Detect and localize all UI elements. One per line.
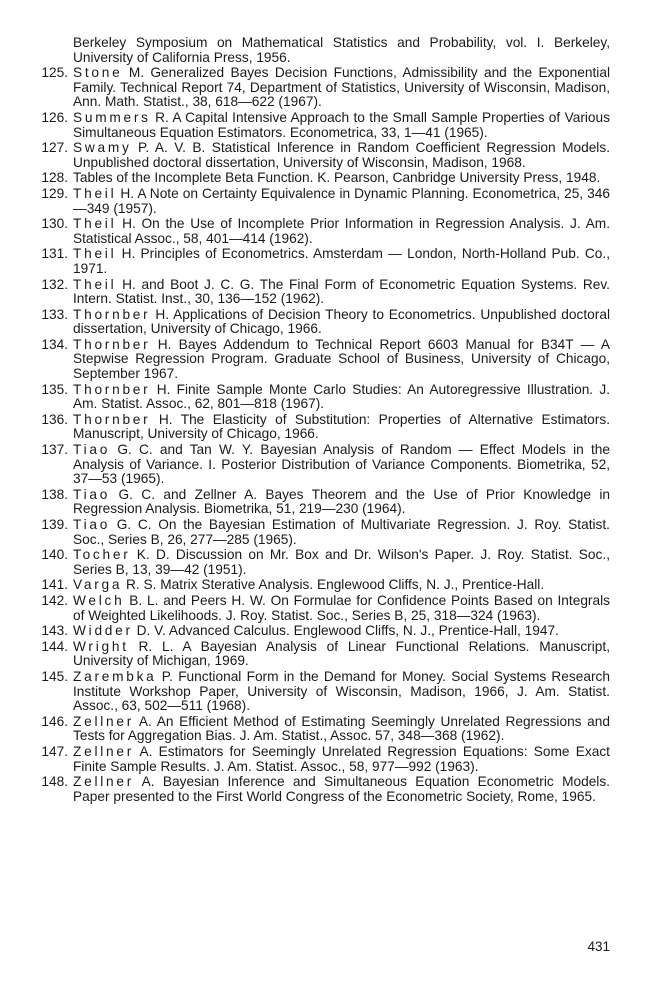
reference-author: Zellner: [73, 743, 135, 759]
page-number: 431: [587, 939, 610, 954]
reference-number: 144.: [41, 638, 68, 654]
reference-body: [73, 66, 610, 110]
reference-body: [73, 548, 610, 577]
reference-entry: [24, 578, 610, 593]
reference-entry: [24, 548, 610, 577]
reference-body: [73, 217, 610, 246]
reference-body: [73, 187, 610, 216]
reference-author: Tiao: [73, 442, 111, 458]
reference-text: H. and Boot J. C. G. The Final Form of Econometric Equation Systems. Rev. Intern. Statist. Inst., 30, 136—152 (1962).: [73, 276, 610, 307]
reference-number: 140.: [41, 547, 68, 563]
reference-number: 134.: [41, 336, 68, 352]
reference-number: 127.: [41, 140, 68, 156]
reference-number: 137.: [41, 442, 68, 458]
reference-text: G. C. and Zellner A. Bayes Theorem and the Use of Prior Knowledge in Regression Analysis. Biometrika, 51, 219—230 (1964).: [73, 486, 610, 517]
reference-author: Wright: [73, 638, 129, 654]
reference-number: 133.: [41, 306, 68, 322]
reference-number: 125.: [41, 65, 68, 81]
reference-text: Berkeley Symposium on Mathematical Statistics and Probability, vol. I. Berkeley, University of California Press, 1956.: [73, 35, 610, 65]
reference-body: [73, 594, 610, 623]
reference-text: H. Principles of Econometrics. Amsterdam — London, North-Holland Pub. Co., 1971.: [73, 246, 611, 276]
reference-author: Theil: [73, 216, 117, 232]
reference-entry: [24, 247, 610, 276]
reference-author: Thornber: [73, 336, 151, 352]
reference-body: [73, 308, 610, 337]
reference-body: [73, 247, 610, 276]
reference-body: [73, 640, 610, 669]
reference-text: H. Applications of Decision Theory to Econometrics. Unpublished doctoral dissertation, University of Chicago, 1966.: [73, 306, 611, 337]
reference-entry: [24, 111, 610, 140]
reference-body: [73, 578, 610, 593]
reference-text: B. L. and Peers H. W. On Formulae for Confidence Points Based on Integrals of Weighted Likelihoods. J. Roy. Statist. Soc., Series B, 25, 318—324 (1963).: [73, 592, 610, 623]
reference-text: H. A Note on Certainty Equivalence in Dynamic Planning. Econometrica, 25, 346—349 (1957).: [73, 185, 610, 216]
reference-body: [73, 745, 610, 774]
reference-text: R. S. Matrix Sterative Analysis. Englewood Cliffs, N. J., Prentice-Hall.: [126, 577, 545, 593]
reference-text: D. V. Advanced Calculus. Englewood Cliffs, N. J., Prentice-Hall, 1947.: [136, 623, 559, 639]
reference-text: K. D. Discussion on Mr. Box and Dr. Wilson's Paper. J. Roy. Statist. Soc., Series B, 13, 39—42 (1951).: [73, 547, 610, 577]
reference-entry: [24, 171, 610, 186]
reference-body: [73, 443, 610, 487]
reference-entry: [24, 36, 610, 65]
reference-author: Varga: [73, 577, 123, 593]
reference-body: [73, 715, 610, 744]
reference-body: [73, 518, 610, 547]
reference-text: R. L. A Bayesian Analysis of Linear Functional Relations. Manuscript, University of Michigan, 1969.: [73, 638, 610, 669]
reference-entry: [24, 594, 610, 623]
reference-author: Thornber: [73, 381, 151, 397]
reference-body: [73, 775, 610, 804]
reference-author: Welch: [73, 592, 125, 608]
reference-number: 147.: [41, 743, 68, 759]
reference-author: Tiao: [73, 517, 111, 532]
reference-text: H. Finite Sample Monte Carlo Studies: An Autoregressive Illustration. J. Am. Statist. Assoc., 62, 801—818 (1967).: [73, 381, 610, 412]
reference-number: 126.: [41, 109, 68, 125]
reference-number: 135.: [41, 381, 68, 397]
reference-entry: [24, 775, 610, 804]
reference-author: Theil: [73, 246, 117, 262]
reference-author: Zellner: [73, 774, 135, 790]
reference-text: A. Bayesian Inference and Simultaneous Equation Econometric Models. Paper presented to the First World Congress of the Econometric Society, Rome, 1965.: [73, 774, 610, 804]
reference-text: H. The Elasticity of Substitution: Properties of Alternative Estimators. Manuscript, University of Chicago, 1966.: [73, 411, 610, 442]
reference-text: A. An Efficient Method of Estimating Seemingly Unrelated Regressions and Tests for Aggregation Bias. J. Am. Statist., Assoc. 57, 348—368 (1962).: [73, 713, 610, 744]
reference-text: G. C. and Tan W. Y. Bayesian Analysis of Random — Effect Models in the Analysis of Variance. I. Posterior Distribution of Variance Components. Biometrika, 52, 37—53 (1965).: [73, 442, 611, 487]
reference-number: 129.: [41, 185, 68, 201]
reference-author: Tiao: [73, 486, 111, 502]
reference-number: 132.: [41, 276, 68, 292]
reference-entry: [24, 187, 610, 216]
reference-body: [73, 171, 610, 186]
reference-entry: [24, 141, 610, 170]
reference-entry: [24, 640, 610, 669]
reference-number: 139.: [41, 517, 68, 532]
reference-entry: [24, 624, 610, 639]
reference-body: [73, 111, 610, 140]
reference-body: [73, 413, 610, 442]
reference-entry: [24, 443, 610, 487]
reference-text: H. On the Use of Incomplete Prior Information in Regression Analysis. J. Am. Statistical Assoc., 58, 401—414 (1962).: [73, 216, 610, 246]
reference-author: Theil: [73, 276, 117, 292]
reference-number: 146.: [41, 713, 68, 729]
reference-author: Stone: [73, 65, 123, 81]
reference-author: Widder: [73, 623, 133, 639]
reference-body: [73, 670, 610, 714]
reference-body: [73, 624, 610, 639]
reference-entry: [24, 278, 610, 307]
reference-author: Thornber: [73, 306, 151, 322]
reference-entry: [24, 413, 610, 442]
reference-entry: [24, 745, 610, 774]
reference-author: Thornber: [73, 411, 151, 427]
reference-entry: [24, 715, 610, 744]
reference-text: M. Generalized Bayes Decision Functions, Admissibility and the Exponential Family. Technical Report 74, Department of Statistics, University of Wisconsin, Madison, Ann. Math. Statist., 38, 618—622 (1967).: [73, 65, 610, 110]
reference-text: R. A Capital Intensive Approach to the Small Sample Properties of Various Simultaneous Equation Estimators. Econometrica, 33, 1—41 (1965).: [73, 109, 610, 140]
reference-body: [73, 36, 610, 65]
reference-body: [73, 278, 610, 307]
reference-author: Zarembka: [73, 668, 157, 684]
reference-number: 138.: [41, 486, 68, 502]
reference-author: Tocher: [73, 547, 131, 563]
reference-body: [73, 141, 610, 170]
reference-text: P. Functional Form in the Demand for Money. Social Systems Research Institute Workshop Paper, University of Wisconsin, Madison, 1966, J. Am. Statist. Assoc., 63, 502—511 (1968).: [73, 668, 611, 714]
reference-number: 142.: [41, 592, 68, 608]
reference-body: [73, 383, 610, 412]
reference-author: Swamy: [73, 140, 132, 156]
reference-text: P. A. V. B. Statistical Inference in Random Coefficient Regression Models. Unpublished doctoral dissertation, University of Wisconsin, Madison, 1968.: [73, 140, 610, 170]
reference-entry: [24, 383, 610, 412]
reference-entry: [24, 217, 610, 246]
reference-text: Tables of the Incomplete Beta Function. K. Pearson, Canbridge University Press, 1948.: [73, 170, 601, 186]
reference-author: Summers: [73, 109, 151, 125]
reference-number: 128.: [41, 170, 68, 186]
reference-text: A. Estimators for Seemingly Unrelated Regression Equations: Some Exact Finite Sample Results. J. Am. Statist. Assoc., 58, 977—992 (1963).: [73, 743, 610, 774]
reference-text: H. Bayes Addendum to Technical Report 6603 Manual for B34T — A Stepwise Regression Program. Graduate School of Business, University of Chicago, September 1967.: [73, 336, 610, 382]
reference-text: G. C. On the Bayesian Estimation of Multivariate Regression. J. Roy. Statist. Soc., Series B, 26, 277—285 (1965).: [73, 517, 610, 547]
reference-entry: [24, 338, 610, 382]
reference-number: 141.: [41, 577, 68, 593]
reference-number: 148.: [41, 774, 68, 790]
reference-body: [73, 338, 610, 382]
reference-entry: [24, 66, 610, 110]
reference-number: 130.: [41, 216, 68, 232]
reference-entry: [24, 308, 610, 337]
reference-entry: [24, 488, 610, 517]
reference-number: 145.: [41, 668, 68, 684]
reference-author: Zellner: [73, 713, 135, 729]
reference-number: 143.: [41, 623, 68, 639]
reference-list: [24, 36, 610, 805]
reference-number: 131.: [41, 246, 68, 262]
reference-body: [73, 488, 610, 517]
reference-entry: [24, 518, 610, 547]
reference-entry: [24, 670, 610, 714]
reference-number: 136.: [41, 411, 68, 427]
reference-author: Theil: [73, 185, 117, 201]
